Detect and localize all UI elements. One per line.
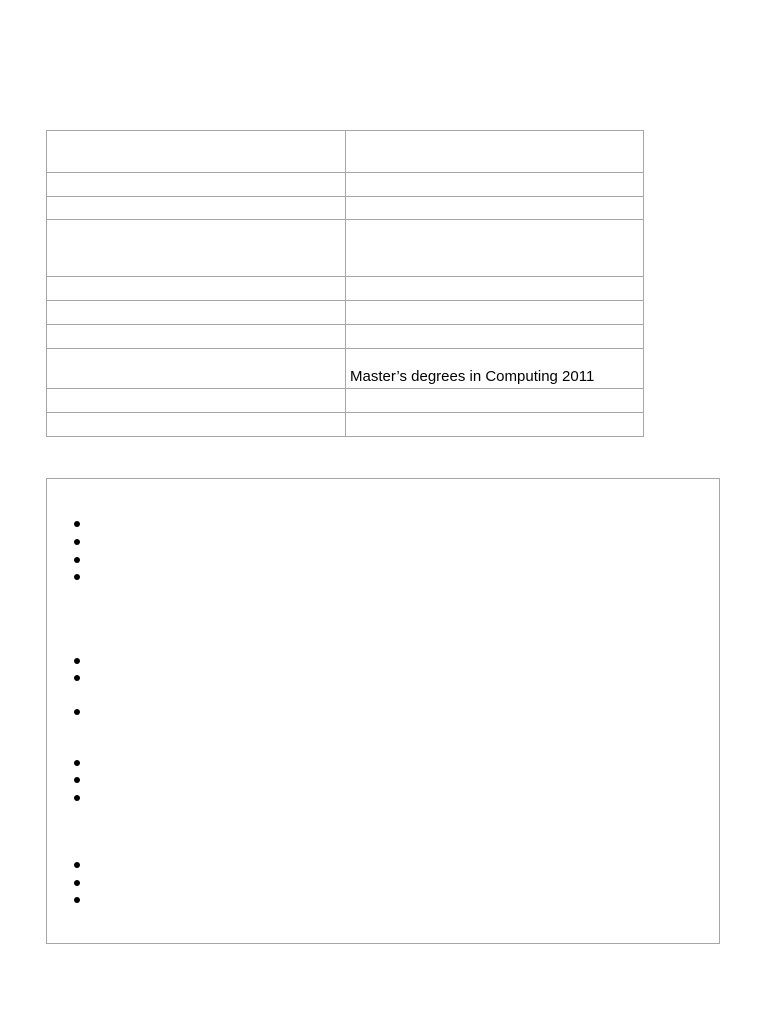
info-table: [46, 130, 644, 437]
table-row: [47, 197, 644, 220]
table-row: [47, 277, 644, 301]
bullet-item: [74, 862, 80, 868]
bullet-item: [74, 709, 80, 715]
bullet-item: [74, 521, 80, 527]
table-row: [47, 325, 644, 349]
table-row: [47, 413, 644, 437]
table-row: [47, 131, 644, 173]
table-cell-right: [346, 173, 644, 197]
table-cell-left: [47, 349, 346, 389]
table-cell-left: [47, 389, 346, 413]
table-cell-left: [47, 413, 346, 437]
table-cell-right: Master’s degrees in Computing 2011: [346, 349, 644, 389]
bullet-item: [74, 539, 80, 545]
bullet-item: [74, 658, 80, 664]
table-cell-right: [346, 220, 644, 277]
table-cell-right: [346, 301, 644, 325]
bullet-item: [74, 675, 80, 681]
bullet-item: [74, 795, 80, 801]
table-row: [47, 173, 644, 197]
bullet-item: [74, 880, 80, 886]
table-cell-right: [346, 325, 644, 349]
bullet-list-box: [46, 478, 720, 944]
table-cell-left: [47, 277, 346, 301]
bullet-item: [74, 897, 80, 903]
table-cell-right: [346, 389, 644, 413]
table-cell-left: [47, 173, 346, 197]
table-row: [47, 349, 644, 389]
table-cell-left: [47, 301, 346, 325]
bullet-item: [74, 557, 80, 563]
table-cell-right: [346, 197, 644, 220]
table-cell-right: [346, 277, 644, 301]
table-cell-right: [346, 413, 644, 437]
table-cell-left: [47, 325, 346, 349]
bullet-item: [74, 760, 80, 766]
table-row: [47, 389, 644, 413]
table-row: [47, 301, 644, 325]
bullet-item: [74, 777, 80, 783]
table-cell-right: [346, 131, 644, 173]
table-cell-left: [47, 131, 346, 173]
bullet-item: [74, 574, 80, 580]
table-cell-left: [47, 220, 346, 277]
table-row: [47, 220, 644, 277]
table-cell-left: [47, 197, 346, 220]
